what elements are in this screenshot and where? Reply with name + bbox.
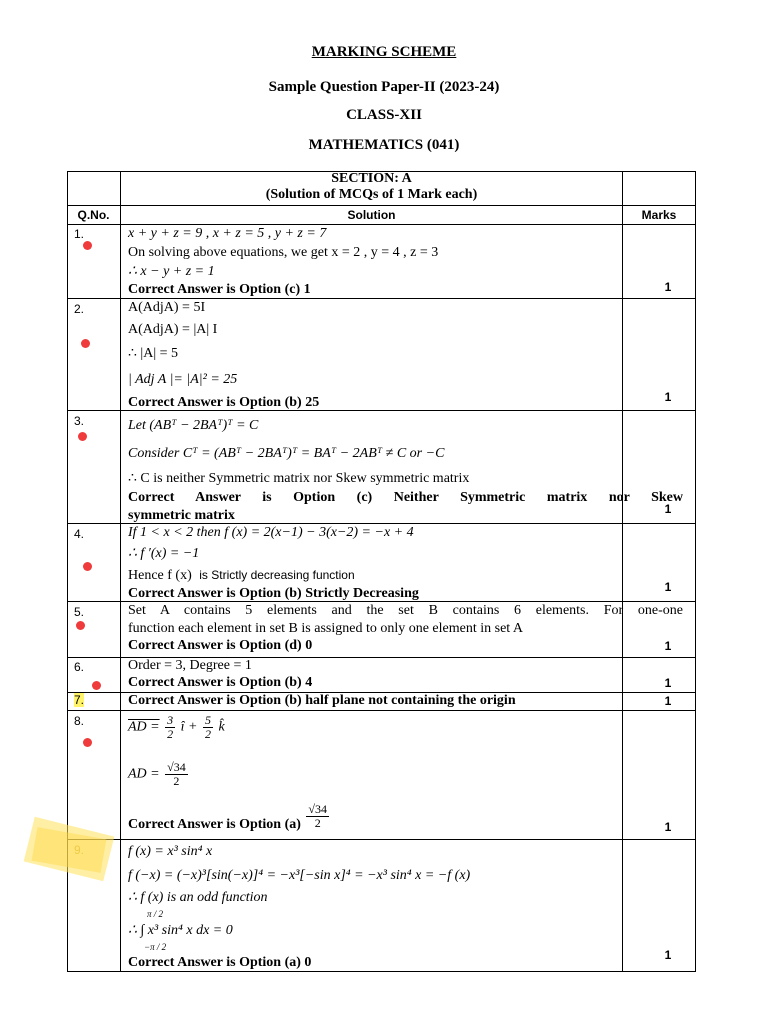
marks-value: 1 [664,390,672,404]
correct-answer-continuation [128,507,683,525]
question-number: 5. [74,605,85,619]
question-number: 8. [74,714,85,728]
fraction [165,714,175,741]
annotation-dot [83,562,92,571]
denominator: 2 [173,774,180,788]
solution-text: is Strictly decreasing function [199,568,355,582]
solution-line [128,714,683,754]
annotation-dot [78,432,87,441]
solution-line: | Adj A |= |A|² = 25 [128,372,238,387]
correct-answer: Correct Answer is Option (b) 25 [128,395,320,410]
marks-value: 1 [664,694,672,708]
solution-line: x + y + z = 9 , x + z = 5 , y + z = 7 [128,226,327,241]
correct-answer: Correct Answer is Option (c) 1 [128,282,311,297]
marks-value: 1 [664,820,672,834]
solution-text: AD = [128,766,160,782]
section-heading: SECTION: A [331,171,412,186]
denominator: 2 [204,727,211,741]
solution-line: If 1 < x < 2 then f (x) = 2(x−1) − 3(x−2) = −x + 4 [128,525,414,540]
annotation-dot [76,621,85,630]
question-number [74,693,84,707]
correct-answer [128,803,683,839]
solution-line: On solving above equations, we get x = 2 , y = 4 , z = 3 [128,245,439,260]
solution-line: Order = 3, Degree = 1 [128,658,252,673]
header-marks: Marks [641,208,677,222]
solution-text: Hence f (x) [128,568,192,583]
marks-value: 1 [664,280,672,294]
solution-line: A(AdjA) = |A| I [128,322,218,337]
solution-line: Consider Cᵀ = (ABᵀ − 2BAᵀ)ᵀ = BAᵀ − 2ABᵀ ≠ C or −C [128,446,445,461]
solution-text: k̂ [218,719,225,735]
solution-line: f (x) = x³ sin⁴ x [128,844,213,859]
marks-value: 1 [664,502,672,516]
answer-tail: symmetric matrix [128,508,235,523]
solution-line: A(AdjA) = 5I [128,300,206,315]
header-solution: Solution [347,208,396,222]
question-number: 4. [74,527,85,541]
marks-value: 1 [664,639,672,653]
paper-name: Sample Question Paper-II (2023-24) [268,79,500,95]
vector-ad: AD = [128,719,160,735]
correct-answer-wrapped [128,489,683,525]
question-number: 6. [74,660,85,674]
question-number: 1. [74,227,85,241]
fraction [203,714,213,741]
solution-line: function each element in set B is assigned to only one element in set A [128,621,524,636]
numerator: 5 [204,713,211,727]
marks-value: 1 [664,580,672,594]
class-name: CLASS-XII [346,107,422,123]
solution-line: ∴ x − y + z = 1 [128,264,215,279]
highlighted-qno: 7. [74,693,85,707]
annotation-dot [92,681,101,690]
document-title: MARKING SCHEME [311,44,457,60]
numerator: √34 [308,802,328,816]
marks-value: 1 [664,948,672,962]
denominator: 2 [167,727,174,741]
solution-line [128,566,683,585]
marking-table [67,171,696,972]
column-divider [120,171,121,972]
question-number: 2. [74,302,85,316]
solution-line: f (−x) = (−x)³[sin(−x)]⁴ = −x³[−sin x]⁴ = −x³ sin⁴ x = −f (x) [128,868,471,883]
correct-answer: Correct Answer is Option (b) half plane not containing the origin [128,693,516,708]
correct-answer: Correct Answer is Option (b) 4 [128,675,313,690]
section-subheading: (Solution of MCQs of 1 Mark each) [265,187,478,202]
fraction [165,761,188,788]
correct-answer: Correct Answer is Option (c) Neither Symmetric matrix nor Skew [128,490,683,505]
header-qno: Q.No. [77,208,110,222]
row-line [67,839,696,840]
integral-upper-limit: π / 2 [147,909,164,919]
numerator: 3 [167,713,174,727]
integral-lower-limit: −π / 2 [144,942,167,952]
annotation-dot [81,339,90,348]
annotation-dot [83,738,92,747]
solution-line: ∴ f (x) is an odd function [128,890,268,905]
solution-line [128,761,683,801]
solution-line: ∴ C is neither Symmetric matrix nor Skew symmetric matrix [128,471,470,486]
solution-line: ∴ f ′(x) = −1 [128,546,200,561]
solution-line: ∴ ∫ x³ sin⁴ x dx = 0 [128,923,233,938]
correct-answer: Correct Answer is Option (a) 0 [128,955,312,970]
fraction [306,803,329,830]
table-border-right [695,171,696,972]
correct-answer: Correct Answer is Option (d) 0 [128,638,313,653]
solution-line: Set A contains 5 elements and the set B contains 6 elements. For one-one [128,603,683,618]
row-line [67,710,696,711]
section-title [121,171,622,203]
answer-text: Correct Answer is Option (a) [128,816,301,832]
question-number: 3. [74,414,85,428]
correct-answer: Correct Answer is Option (b) Strictly Decreasing [128,586,419,601]
numerator: √34 [167,760,186,774]
denominator: 2 [314,816,321,830]
solution-line: ∴ |A| = 5 [128,346,179,361]
annotation-dot [83,241,92,250]
subject-name: MATHEMATICS (041) [308,137,460,153]
marks-value: 1 [664,676,672,690]
solution-line: Let (ABᵀ − 2BAᵀ)ᵀ = C [128,418,259,433]
solution-text: î + [180,719,198,735]
